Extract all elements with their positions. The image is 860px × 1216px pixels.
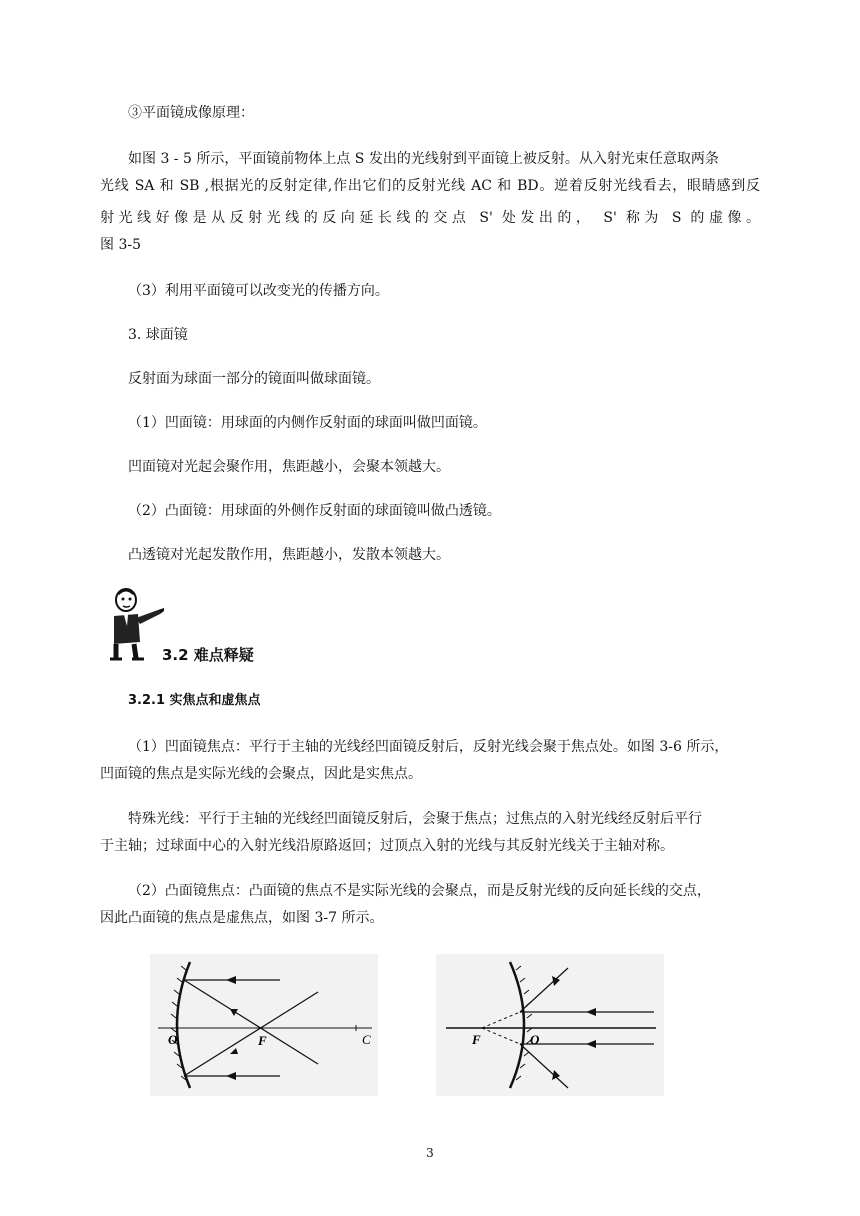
para-line: （3）利用平面镜可以改变光的传播方向。 [128,283,389,299]
para-line: 特殊光线：平行于主轴的光线经凹面镜反射后，会聚于焦点；过焦点的入射光线经反射后平行 [128,811,702,827]
para-line: 光线 SA 和 SB ,根据光的反射定律,作出它们的反射光线 AC 和 BD。逆着反射光线看去，眼睛感到反 [100,178,760,194]
concave-mirror-figure [150,954,378,1096]
page-number: 3 [426,1146,434,1160]
para-line: 凹面镜对光起会聚作用，焦距越小，会聚本领越大。 [128,459,450,475]
para-line: （2）凸面镜：用球面的外侧作反射面的球面镜叫做凸透镜。 [128,503,501,519]
para-line: （1）凹面镜焦点：平行于主轴的光线经凹面镜反射后，反射光线会聚于焦点处。如图 3-6 所示， [128,739,729,755]
para-line: 反射面为球面一部分的镜面叫做球面镜。 [128,371,380,387]
para-line: （2）凸面镜焦点：凸面镜的焦点不是实际光线的会聚点，而是反射光线的反向延长线的交点， [128,883,711,899]
para-line: （1）凹面镜：用球面的内侧作反射面的球面叫做凹面镜。 [128,415,487,431]
para-line: 因此凸面镜的焦点是虚焦点，如图 3-7 所示。 [100,910,384,926]
para-plane-mirror-principle-title: ③平面镜成像原理： [128,105,254,121]
convex-mirror-diagram [436,954,664,1096]
heading-3-2: 3.2 难点释疑 [162,646,254,664]
label-o: O [168,1032,178,1047]
para-line: 凸透镜对光起发散作用，焦距越小，发散本领越大。 [128,547,450,563]
para-line: 射光线好像是从反射光线的反向延长线的交点 S' 处发出的， S' 称为 S 的虚像。 [100,210,760,226]
label-f: F [472,1032,481,1047]
subheading-3-2-1: 3.2.1 实焦点和虚焦点 [128,693,261,708]
label-o: O [530,1032,540,1047]
concave-mirror-diagram [150,954,378,1096]
para-line: 如图 3 - 5 所示，平面镜前物体上点 S 发出的光线射到平面镜上被反射。从入射光束任意取两条 [128,151,719,167]
label-f: F [258,1033,267,1048]
convex-mirror-figure [436,954,664,1096]
para-line: 于主轴；过球面中心的入射光线沿原路返回；过顶点入射的光线与其反射光线关于主轴对称。 [100,838,674,854]
section-title-spherical-mirror: 3. 球面镜 [128,327,188,343]
figure-reference: 图 3-5 [100,237,141,253]
para-line: 凹面镜的焦点是实际光线的会聚点，因此是实焦点。 [100,766,422,782]
pointing-man-icon [104,586,166,662]
label-c: C [362,1032,371,1047]
